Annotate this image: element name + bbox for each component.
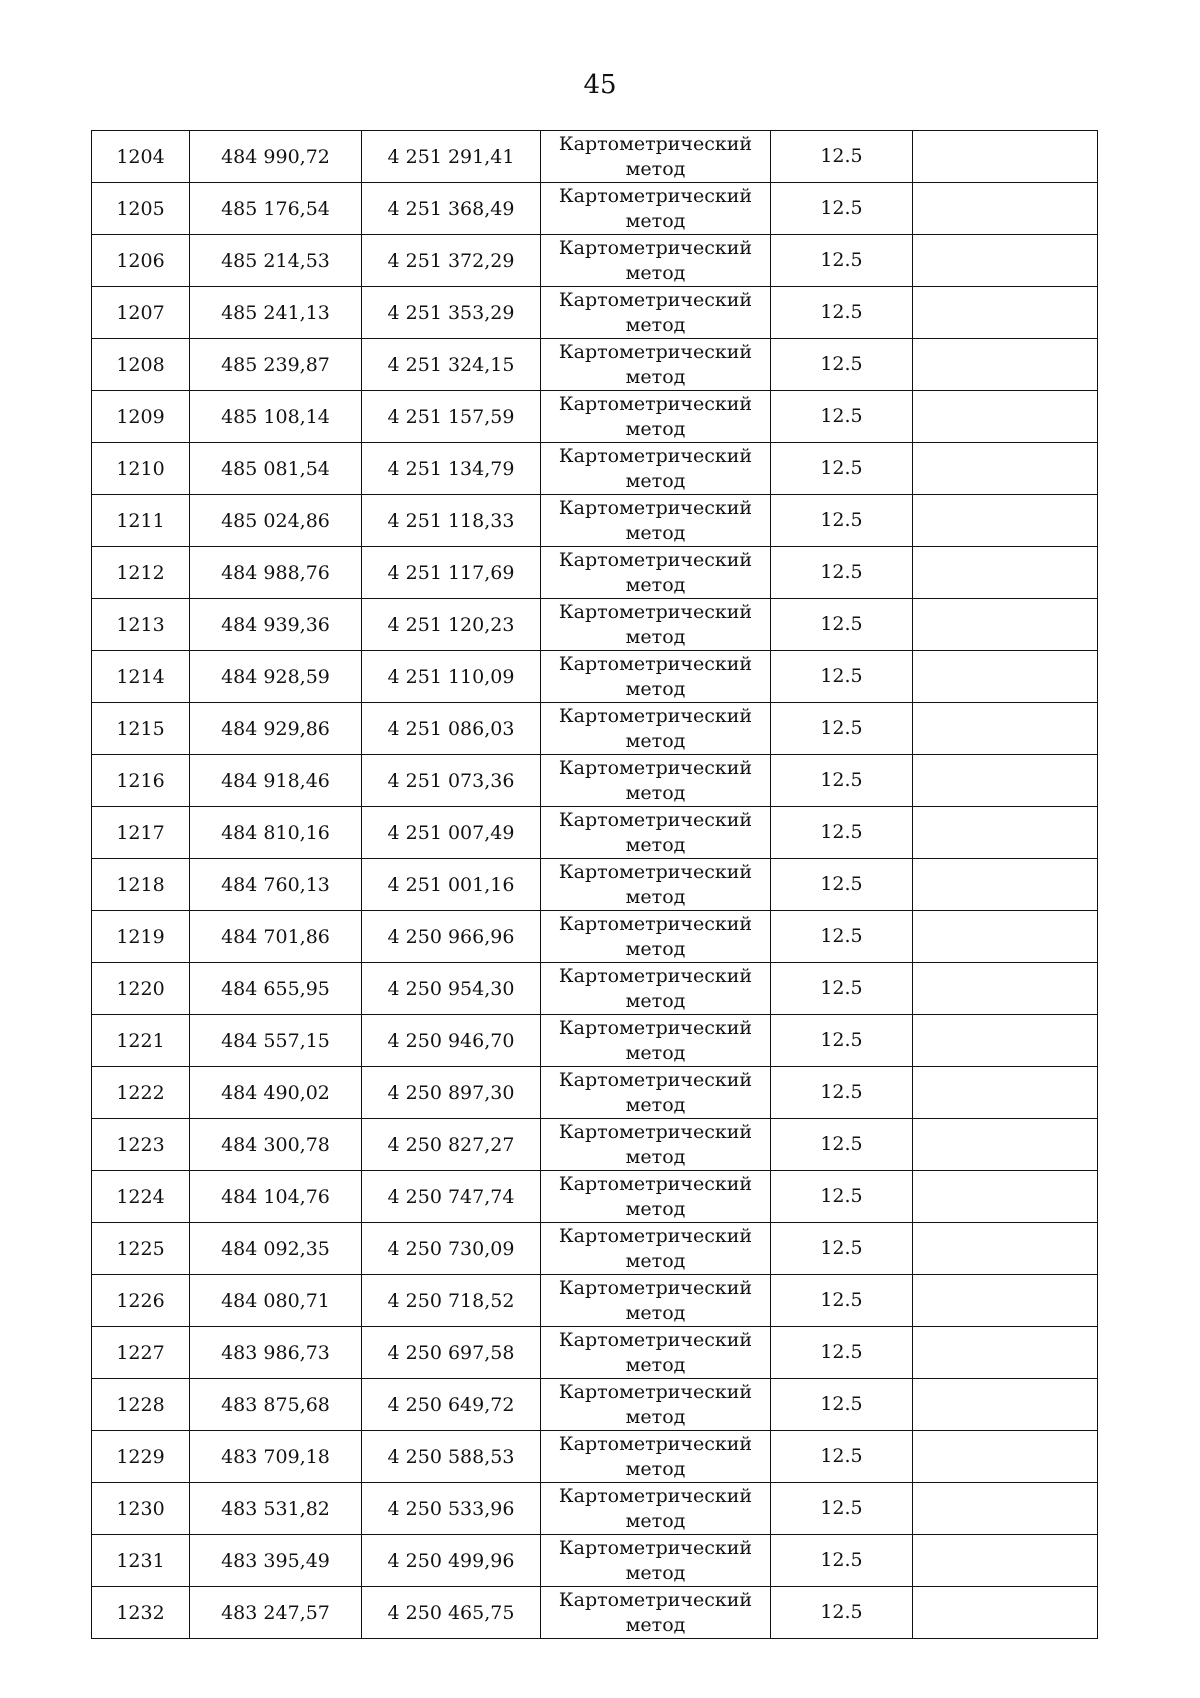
method-cell <box>541 963 771 1015</box>
method-cell <box>541 859 771 911</box>
y-coordinate-cell: 4 251 120,23 <box>362 599 541 651</box>
accuracy-cell: 12.5 <box>771 807 913 859</box>
method-cell <box>541 547 771 599</box>
accuracy-cell: 12.5 <box>771 1483 913 1535</box>
x-coordinate-cell: 484 300,78 <box>190 1119 362 1171</box>
method-line-2: метод <box>625 1613 686 1636</box>
accuracy-cell: 12.5 <box>771 547 913 599</box>
method-line-1: Картометрический <box>558 1224 753 1247</box>
method-line-1: Картометрический <box>558 1432 753 1455</box>
note-cell <box>913 1275 1098 1327</box>
y-coordinate-cell: 4 250 718,52 <box>362 1275 541 1327</box>
method-cell <box>541 651 771 703</box>
table-row <box>92 339 1098 391</box>
point-id-cell: 1219 <box>92 911 190 963</box>
x-coordinate-cell: 485 214,53 <box>190 235 362 287</box>
x-coordinate-cell: 484 104,76 <box>190 1171 362 1223</box>
point-id-cell: 1228 <box>92 1379 190 1431</box>
x-coordinate-cell: 484 701,86 <box>190 911 362 963</box>
method-cell <box>541 1587 771 1639</box>
method-line-1: Картометрический <box>558 1276 753 1299</box>
method-cell <box>541 235 771 287</box>
table-row <box>92 1171 1098 1223</box>
x-coordinate-cell: 484 760,13 <box>190 859 362 911</box>
method-line-2: метод <box>625 417 686 440</box>
note-cell <box>913 1327 1098 1379</box>
note-cell <box>913 1379 1098 1431</box>
note-cell <box>913 1171 1098 1223</box>
table-row <box>92 1067 1098 1119</box>
method-line-1: Картометрический <box>558 340 753 363</box>
accuracy-cell: 12.5 <box>771 235 913 287</box>
point-id-cell: 1213 <box>92 599 190 651</box>
method-line-1: Картометрический <box>558 1328 753 1351</box>
method-line-2: метод <box>625 469 686 492</box>
accuracy-cell: 12.5 <box>771 755 913 807</box>
note-cell <box>913 1431 1098 1483</box>
table-row <box>92 1327 1098 1379</box>
method-line-2: метод <box>625 1041 686 1064</box>
point-id-cell: 1210 <box>92 443 190 495</box>
note-cell <box>913 1223 1098 1275</box>
accuracy-cell: 12.5 <box>771 1535 913 1587</box>
method-line-2: метод <box>625 261 686 284</box>
method-line-1: Картометрический <box>558 392 753 415</box>
y-coordinate-cell: 4 251 007,49 <box>362 807 541 859</box>
coordinates-table-body <box>92 131 1098 1639</box>
method-line-2: метод <box>625 729 686 752</box>
note-cell <box>913 1067 1098 1119</box>
note-cell <box>913 1587 1098 1639</box>
y-coordinate-cell: 4 250 533,96 <box>362 1483 541 1535</box>
accuracy-cell: 12.5 <box>771 703 913 755</box>
y-coordinate-cell: 4 250 730,09 <box>362 1223 541 1275</box>
method-cell <box>541 599 771 651</box>
method-cell <box>541 1119 771 1171</box>
point-id-cell: 1212 <box>92 547 190 599</box>
x-coordinate-cell: 485 108,14 <box>190 391 362 443</box>
note-cell <box>913 963 1098 1015</box>
method-line-2: метод <box>625 1093 686 1116</box>
method-line-2: метод <box>625 1353 686 1376</box>
method-line-2: метод <box>625 1457 686 1480</box>
y-coordinate-cell: 4 251 110,09 <box>362 651 541 703</box>
point-id-cell: 1207 <box>92 287 190 339</box>
note-cell <box>913 183 1098 235</box>
method-cell <box>541 183 771 235</box>
accuracy-cell: 12.5 <box>771 1275 913 1327</box>
x-coordinate-cell: 483 247,57 <box>190 1587 362 1639</box>
y-coordinate-cell: 4 251 157,59 <box>362 391 541 443</box>
y-coordinate-cell: 4 250 897,30 <box>362 1067 541 1119</box>
method-line-1: Картометрический <box>558 1484 753 1507</box>
accuracy-cell: 12.5 <box>771 1119 913 1171</box>
method-cell <box>541 443 771 495</box>
method-line-1: Картометрический <box>558 496 753 519</box>
table-row <box>92 1379 1098 1431</box>
method-cell <box>541 339 771 391</box>
method-line-2: метод <box>625 1249 686 1272</box>
table-row <box>92 1275 1098 1327</box>
point-id-cell: 1232 <box>92 1587 190 1639</box>
point-id-cell: 1217 <box>92 807 190 859</box>
method-cell <box>541 703 771 755</box>
table-row <box>92 1535 1098 1587</box>
y-coordinate-cell: 4 251 324,15 <box>362 339 541 391</box>
method-cell <box>541 1171 771 1223</box>
point-id-cell: 1226 <box>92 1275 190 1327</box>
point-id-cell: 1223 <box>92 1119 190 1171</box>
method-line-1: Картометрический <box>558 236 753 259</box>
method-line-2: метод <box>625 1145 686 1168</box>
note-cell <box>913 235 1098 287</box>
method-line-2: метод <box>625 365 686 388</box>
method-line-1: Картометрический <box>558 652 753 675</box>
note-cell <box>913 495 1098 547</box>
accuracy-cell: 12.5 <box>771 443 913 495</box>
note-cell <box>913 1119 1098 1171</box>
point-id-cell: 1211 <box>92 495 190 547</box>
note-cell <box>913 391 1098 443</box>
accuracy-cell: 12.5 <box>771 131 913 183</box>
point-id-cell: 1231 <box>92 1535 190 1587</box>
note-cell <box>913 443 1098 495</box>
method-cell <box>541 1015 771 1067</box>
note-cell <box>913 599 1098 651</box>
method-line-1: Картометрический <box>558 1172 753 1195</box>
point-id-cell: 1222 <box>92 1067 190 1119</box>
x-coordinate-cell: 483 395,49 <box>190 1535 362 1587</box>
x-coordinate-cell: 484 080,71 <box>190 1275 362 1327</box>
x-coordinate-cell: 484 557,15 <box>190 1015 362 1067</box>
method-line-1: Картометрический <box>558 860 753 883</box>
accuracy-cell: 12.5 <box>771 1327 913 1379</box>
point-id-cell: 1218 <box>92 859 190 911</box>
x-coordinate-cell: 485 239,87 <box>190 339 362 391</box>
note-cell <box>913 703 1098 755</box>
point-id-cell: 1214 <box>92 651 190 703</box>
point-id-cell: 1209 <box>92 391 190 443</box>
y-coordinate-cell: 4 251 372,29 <box>362 235 541 287</box>
method-line-1: Картометрический <box>558 1380 753 1403</box>
point-id-cell: 1230 <box>92 1483 190 1535</box>
y-coordinate-cell: 4 250 465,75 <box>362 1587 541 1639</box>
method-line-1: Картометрический <box>558 808 753 831</box>
accuracy-cell: 12.5 <box>771 1015 913 1067</box>
method-line-2: метод <box>625 1509 686 1532</box>
table-row <box>92 131 1098 183</box>
x-coordinate-cell: 484 988,76 <box>190 547 362 599</box>
y-coordinate-cell: 4 251 118,33 <box>362 495 541 547</box>
method-line-1: Картометрический <box>558 444 753 467</box>
accuracy-cell: 12.5 <box>771 1379 913 1431</box>
x-coordinate-cell: 483 531,82 <box>190 1483 362 1535</box>
method-line-2: метод <box>625 1301 686 1324</box>
table-row <box>92 599 1098 651</box>
y-coordinate-cell: 4 250 697,58 <box>362 1327 541 1379</box>
table-row <box>92 443 1098 495</box>
y-coordinate-cell: 4 251 073,36 <box>362 755 541 807</box>
method-cell <box>541 1483 771 1535</box>
y-coordinate-cell: 4 251 001,16 <box>362 859 541 911</box>
point-id-cell: 1206 <box>92 235 190 287</box>
point-id-cell: 1225 <box>92 1223 190 1275</box>
method-cell <box>541 807 771 859</box>
method-line-2: метод <box>625 573 686 596</box>
method-line-1: Картометрический <box>558 132 753 155</box>
x-coordinate-cell: 485 176,54 <box>190 183 362 235</box>
y-coordinate-cell: 4 250 827,27 <box>362 1119 541 1171</box>
y-coordinate-cell: 4 251 353,29 <box>362 287 541 339</box>
method-line-1: Картометрический <box>558 1016 753 1039</box>
table-row <box>92 963 1098 1015</box>
method-line-1: Картометрический <box>558 964 753 987</box>
note-cell <box>913 1535 1098 1587</box>
method-line-1: Картометрический <box>558 184 753 207</box>
accuracy-cell: 12.5 <box>771 1171 913 1223</box>
x-coordinate-cell: 484 092,35 <box>190 1223 362 1275</box>
method-cell <box>541 1535 771 1587</box>
accuracy-cell: 12.5 <box>771 391 913 443</box>
table-row <box>92 495 1098 547</box>
table-row <box>92 651 1098 703</box>
method-line-2: метод <box>625 625 686 648</box>
accuracy-cell: 12.5 <box>771 287 913 339</box>
method-line-1: Картометрический <box>558 1588 753 1611</box>
point-id-cell: 1227 <box>92 1327 190 1379</box>
table-row <box>92 391 1098 443</box>
x-coordinate-cell: 484 990,72 <box>190 131 362 183</box>
note-cell <box>913 287 1098 339</box>
coordinates-table <box>91 130 1098 1639</box>
point-id-cell: 1220 <box>92 963 190 1015</box>
method-line-2: метод <box>625 1405 686 1428</box>
method-cell <box>541 287 771 339</box>
method-cell <box>541 131 771 183</box>
y-coordinate-cell: 4 250 747,74 <box>362 1171 541 1223</box>
method-line-2: метод <box>625 1197 686 1220</box>
y-coordinate-cell: 4 250 649,72 <box>362 1379 541 1431</box>
accuracy-cell: 12.5 <box>771 859 913 911</box>
method-cell <box>541 1327 771 1379</box>
method-line-1: Картометрический <box>558 912 753 935</box>
method-cell <box>541 1067 771 1119</box>
note-cell <box>913 859 1098 911</box>
table-row <box>92 703 1098 755</box>
y-coordinate-cell: 4 251 291,41 <box>362 131 541 183</box>
accuracy-cell: 12.5 <box>771 183 913 235</box>
page-number: 45 <box>583 70 617 100</box>
x-coordinate-cell: 484 810,16 <box>190 807 362 859</box>
point-id-cell: 1204 <box>92 131 190 183</box>
method-cell <box>541 495 771 547</box>
y-coordinate-cell: 4 250 946,70 <box>362 1015 541 1067</box>
x-coordinate-cell: 483 875,68 <box>190 1379 362 1431</box>
x-coordinate-cell: 483 986,73 <box>190 1327 362 1379</box>
table-row <box>92 1223 1098 1275</box>
table-row <box>92 547 1098 599</box>
table-row <box>92 183 1098 235</box>
accuracy-cell: 12.5 <box>771 911 913 963</box>
table-row <box>92 1015 1098 1067</box>
method-line-2: метод <box>625 885 686 908</box>
method-line-2: метод <box>625 1561 686 1584</box>
method-line-1: Картометрический <box>558 600 753 623</box>
note-cell <box>913 131 1098 183</box>
y-coordinate-cell: 4 251 086,03 <box>362 703 541 755</box>
method-line-2: метод <box>625 781 686 804</box>
method-line-2: метод <box>625 157 686 180</box>
x-coordinate-cell: 484 928,59 <box>190 651 362 703</box>
x-coordinate-cell: 485 241,13 <box>190 287 362 339</box>
table-row <box>92 807 1098 859</box>
x-coordinate-cell: 485 024,86 <box>190 495 362 547</box>
y-coordinate-cell: 4 251 134,79 <box>362 443 541 495</box>
method-line-2: метод <box>625 313 686 336</box>
table-row <box>92 1587 1098 1639</box>
x-coordinate-cell: 484 655,95 <box>190 963 362 1015</box>
method-line-2: метод <box>625 209 686 232</box>
note-cell <box>913 807 1098 859</box>
y-coordinate-cell: 4 250 499,96 <box>362 1535 541 1587</box>
table-row <box>92 287 1098 339</box>
method-line-1: Картометрический <box>558 288 753 311</box>
accuracy-cell: 12.5 <box>771 1223 913 1275</box>
y-coordinate-cell: 4 250 966,96 <box>362 911 541 963</box>
method-line-1: Картометрический <box>558 1120 753 1143</box>
method-cell <box>541 1431 771 1483</box>
y-coordinate-cell: 4 250 954,30 <box>362 963 541 1015</box>
accuracy-cell: 12.5 <box>771 1067 913 1119</box>
method-cell <box>541 1223 771 1275</box>
method-line-2: метод <box>625 937 686 960</box>
x-coordinate-cell: 483 709,18 <box>190 1431 362 1483</box>
x-coordinate-cell: 484 918,46 <box>190 755 362 807</box>
accuracy-cell: 12.5 <box>771 339 913 391</box>
y-coordinate-cell: 4 251 117,69 <box>362 547 541 599</box>
note-cell <box>913 547 1098 599</box>
method-line-1: Картометрический <box>558 1068 753 1091</box>
method-line-1: Картометрический <box>558 704 753 727</box>
note-cell <box>913 755 1098 807</box>
point-id-cell: 1216 <box>92 755 190 807</box>
method-cell <box>541 391 771 443</box>
accuracy-cell: 12.5 <box>771 963 913 1015</box>
x-coordinate-cell: 484 939,36 <box>190 599 362 651</box>
point-id-cell: 1205 <box>92 183 190 235</box>
point-id-cell: 1215 <box>92 703 190 755</box>
table-row <box>92 235 1098 287</box>
note-cell <box>913 339 1098 391</box>
point-id-cell: 1224 <box>92 1171 190 1223</box>
table-row <box>92 1119 1098 1171</box>
accuracy-cell: 12.5 <box>771 1587 913 1639</box>
note-cell <box>913 1483 1098 1535</box>
accuracy-cell: 12.5 <box>771 1431 913 1483</box>
table-row <box>92 1483 1098 1535</box>
x-coordinate-cell: 485 081,54 <box>190 443 362 495</box>
method-line-2: метод <box>625 677 686 700</box>
y-coordinate-cell: 4 251 368,49 <box>362 183 541 235</box>
y-coordinate-cell: 4 250 588,53 <box>362 1431 541 1483</box>
method-cell <box>541 755 771 807</box>
table-row <box>92 859 1098 911</box>
accuracy-cell: 12.5 <box>771 599 913 651</box>
point-id-cell: 1229 <box>92 1431 190 1483</box>
accuracy-cell: 12.5 <box>771 651 913 703</box>
table-row <box>92 755 1098 807</box>
method-line-1: Картометрический <box>558 756 753 779</box>
point-id-cell: 1208 <box>92 339 190 391</box>
x-coordinate-cell: 484 929,86 <box>190 703 362 755</box>
method-line-2: метод <box>625 989 686 1012</box>
method-line-1: Картометрический <box>558 1536 753 1559</box>
note-cell <box>913 651 1098 703</box>
method-line-2: метод <box>625 833 686 856</box>
table-row <box>92 911 1098 963</box>
accuracy-cell: 12.5 <box>771 495 913 547</box>
x-coordinate-cell: 484 490,02 <box>190 1067 362 1119</box>
method-line-1: Картометрический <box>558 548 753 571</box>
table-row <box>92 1431 1098 1483</box>
method-cell <box>541 911 771 963</box>
method-cell <box>541 1275 771 1327</box>
method-line-2: метод <box>625 521 686 544</box>
note-cell <box>913 1015 1098 1067</box>
note-cell <box>913 911 1098 963</box>
point-id-cell: 1221 <box>92 1015 190 1067</box>
method-cell <box>541 1379 771 1431</box>
